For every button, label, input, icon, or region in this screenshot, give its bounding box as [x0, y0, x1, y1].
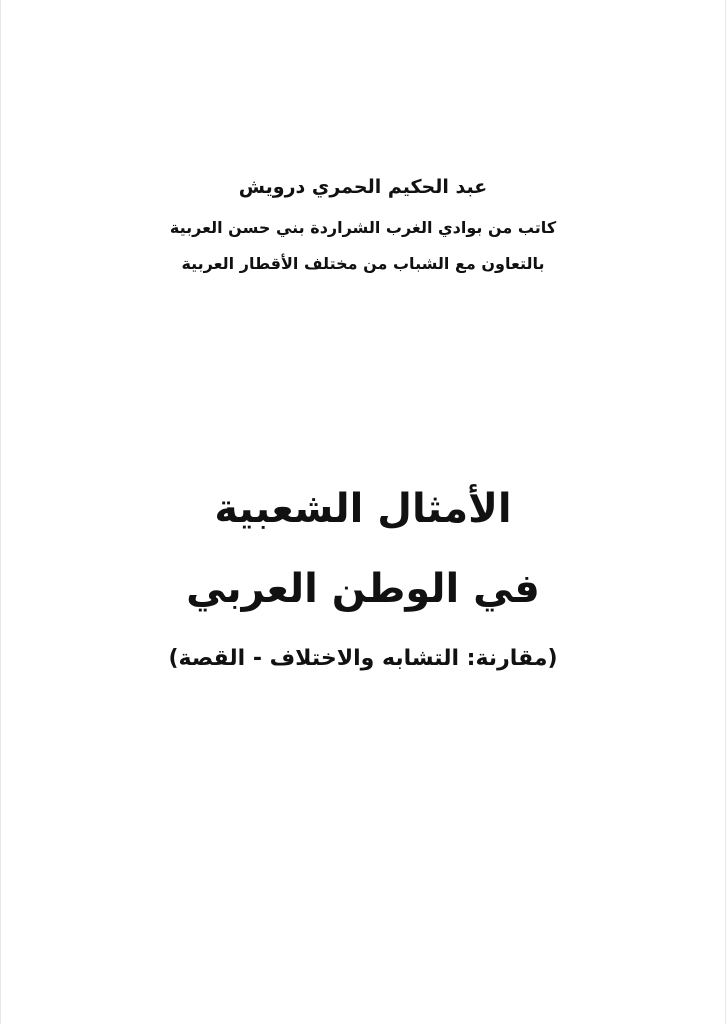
book-title-line-2: في الوطن العربي	[186, 566, 540, 612]
author-collaboration: بالتعاون مع الشباب من مختلف الأقطار العربية	[181, 254, 545, 273]
author-description: كاتب من بوادي الغرب الشراردة بني حسن العربية	[169, 218, 557, 237]
author-name: عبد الحكيم الحمري درويش	[238, 176, 488, 198]
book-subtitle: (مقارنة: التشابه والاختلاف - القصة)	[168, 646, 558, 671]
book-title-line-1: الأمثال الشعبية	[214, 486, 512, 532]
